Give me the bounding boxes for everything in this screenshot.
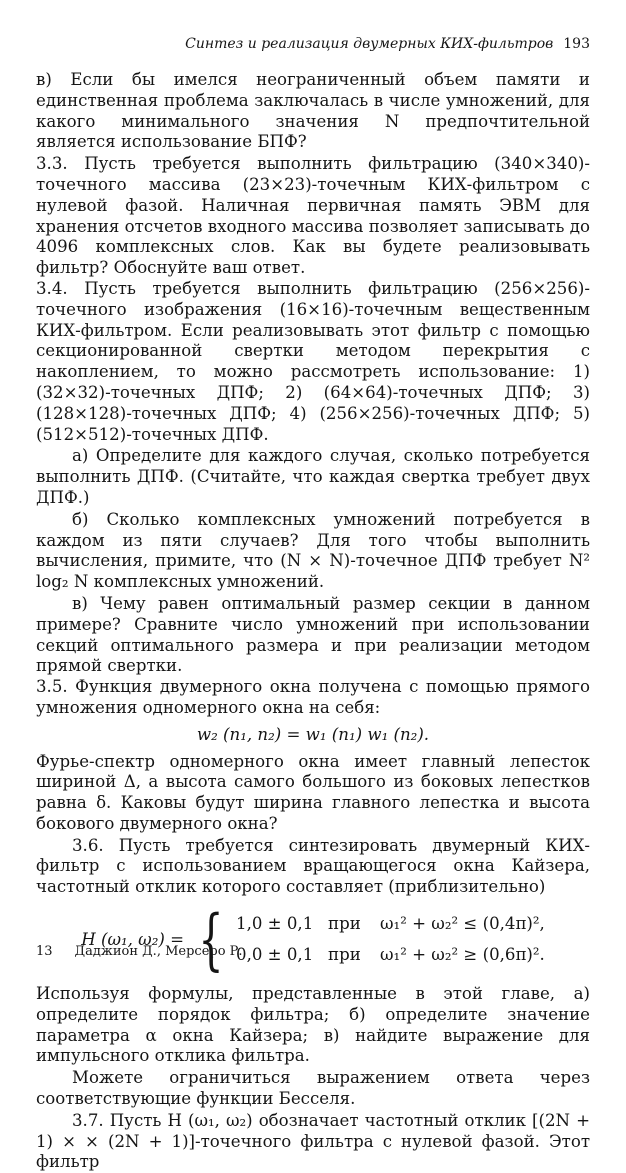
exercise-3-3: 3.3. Пусть требуется выполнить фильтрацию (340×340)-точечного массива (23×23)-точечным КИХ-фильтром с нулевой фазой. Наличная первичная память ЭВМ для хранения отсчетов входного массива позволяет записывать до 4096 комплексных слов. Как вы будете реализовывать фильтр? Обоснуйте ваш ответ. bbox=[36, 154, 590, 278]
left-brace: { bbox=[198, 901, 224, 979]
exercise-3-6-note: Можете ограничиться выражением ответа через соответствующие функции Бесселя. bbox=[36, 1068, 590, 1109]
case-value: 0,0 ± 0,1 bbox=[236, 945, 314, 965]
running-header bbox=[36, 36, 590, 58]
exercise-3-7: 3.7. Пусть H (ω₁, ω₂) обозначает частотный отклик [(2N + 1) × × (2N + 1)]-точечного фильтра с нулевой фазой. Этот фильтр bbox=[36, 1110, 590, 1172]
formula-lhs: H (ω₁, ω₂) = bbox=[81, 929, 185, 949]
page-body bbox=[36, 70, 590, 1173]
formula-case-passband bbox=[236, 914, 545, 935]
exercise-3-6: 3.6. Пусть требуется синтезировать двумерный КИХ-фильтр с использованием вращающегося окна Кайзера, частотный отклик которого составляет (приблизительно) bbox=[36, 835, 590, 897]
case-value: 1,0 ± 0,1 bbox=[236, 914, 314, 934]
case-word: при bbox=[328, 914, 361, 934]
exercise-3-4: 3.4. Пусть требуется выполнить фильтрацию (256×256)-точечного изображения (16×16)-точечным вещественным КИХ-фильтром. Если реализовывать этот фильтр с помощью секционированной свертки методом перекрытия с накоплением, то можно рассмотреть использование: 1) (32×32)-точечных ДПФ; 2) (64×64)-точечных ДПФ; 3) (128×128)-точечных ДПФ; 4) (256×256)-точечных ДПФ; 5) (512×512)-точечных ДПФ. bbox=[36, 278, 590, 444]
exercise-3-4-part-c: в) Чему равен оптимальный размер секции в данном примере? Сравните число умножений при использовании секций оптимального размера и при реализации методом прямой свертки. bbox=[36, 593, 590, 676]
frequency-response-formula bbox=[36, 901, 590, 979]
exercise-3-5-question: Фурье-спектр одномерного окна имеет главный лепесток шириной Δ, а высота самого большого из боковых лепестков равна δ. Каковы будут ширина главного лепестка и высота бокового двумерного окна? bbox=[36, 751, 590, 833]
page-footer bbox=[36, 944, 243, 959]
running-title: Синтез и реализация двумерных КИХ-фильтров bbox=[185, 36, 554, 52]
exercise-3-4-part-a: а) Определите для каждого случая, сколько потребуется выполнить ДПФ. (Считайте, что каждая свертка требует двух ДПФ.) bbox=[36, 446, 590, 507]
case-condition: ω₁² + ω₂² ≤ (0,4π)², bbox=[380, 914, 545, 934]
signature-mark: 13 bbox=[36, 944, 53, 959]
page-number: 193 bbox=[563, 36, 590, 52]
footer-authors: Даджион Д., Мерсеро Р. bbox=[74, 944, 243, 959]
exercise-3-2-part-c: в) Если бы имелся неограниченный объем памяти и единственная проблема заключалась в числе умножений, для какого минимального значения N предпочтительной является использование БПФ? bbox=[36, 70, 590, 152]
case-condition: ω₁² + ω₂² ≥ (0,6π)². bbox=[380, 945, 545, 965]
exercise-3-4-part-b: б) Сколько комплексных умножений потребуется в каждом из пяти случаев? Для того чтобы выполнить вычисления, примите, что (N × N)-точечное ДПФ требует N² log₂ N комплексных умножений. bbox=[36, 509, 590, 592]
formula-case-stopband bbox=[236, 945, 545, 966]
exercise-3-6-tasks: Используя формулы, представленные в этой главе, а) определите порядок фильтра; б) определите значение параметра α окна Кайзера; в) найдите выражение для импульсного отклика фильтра. bbox=[36, 984, 590, 1066]
window-formula: w₂ (n₁, n₂) = w₁ (n₁) w₁ (n₂). bbox=[196, 724, 430, 744]
exercise-3-5: 3.5. Функция двумерного окна получена с помощью прямого умножения одномерного окна на себя: bbox=[36, 677, 590, 717]
formula-cases bbox=[236, 914, 545, 966]
case-word: при bbox=[328, 945, 361, 965]
